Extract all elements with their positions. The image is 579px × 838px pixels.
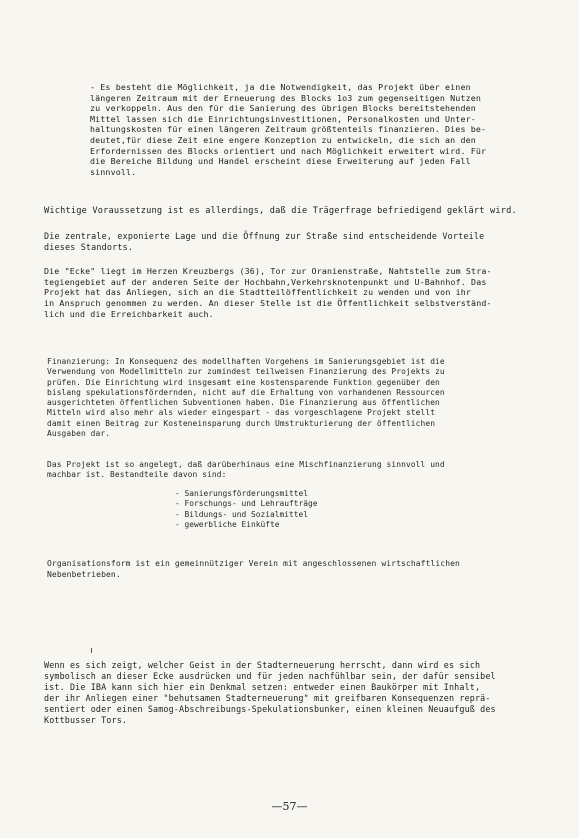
bullet-paragraph: - Es besteht die Möglichkeit, ja die Notwendigkeit, das Projekt über einen längeren Zeitraum mit der Erneuerung des Blocks 1o3 zum gegenseitigen Nutzen zu verkoppeln. Aus den für die Sanierung des übrigen Blocks bereitstehenden Mittel lassen sich die Einrichtungsinvestitionen, Personalkosten und Unter- haltungskosten für einen längeren Zeitraum größtenteils finanzieren. Dies be- deutet,für diese Zeit eine engere Konzeption zu entwickeln, die sich an den Erfordernissen des Blocks orientiert und nach Möglichkeit erweitert wird. Für die Bereiche Bildung und Handel erscheint diese Erweiterung auf jeden Fall sinnvoll.	[90, 82, 487, 177]
list-item: - Bildungs- und Sozialmittel	[175, 510, 318, 520]
list-item: - Forschungs- und Lehraufträge	[175, 499, 318, 509]
list-item: - gewerbliche Einküfte	[175, 520, 318, 530]
page-number: —57—	[271, 800, 308, 813]
paragraph-ecke: Die "Ecke" liegt im Herzen Kreuzbergs (36), Tor zur Oranienstraße, Nahtstelle zum Stra- tegiengebiet auf der anderen Seite der Hochbahn,Verkehrsknotenpunkt und U-Bahnhof. Das Projekt hat das Anliegen, sich an die Stadtteilöffentlichkeit zu wenden und von ihr in Anspruch genommen zu werden. An dieser Stelle ist die Öffentlichkeit selbstverständ- lich und die Erreichbarkeit auch.	[44, 266, 492, 319]
paragraph-organisationsform: Organisationsform ist ein gemeinnütziger Verein mit angeschlossenen wirtschaftlichen Nebenbetrieben.	[47, 559, 460, 579]
paragraph-standort: Die zentrale, exponierte Lage und die Öffnung zur Straße sind entscheidende Vorteile dieses Standorts.	[44, 231, 485, 252]
paragraph-mischfinanzierung: Das Projekt ist so angelegt, daß darüberhinaus eine Mischfinanzierung sinnvoll und machbar ist. Bestandteile davon sind:	[47, 460, 445, 480]
list-item: - Sanierungsförderungsmittel	[175, 489, 318, 499]
paragraph-stadterneuerung: Wenn es sich zeigt, welcher Geist in der Stadterneuerung herrscht, dann wird es sich symbolisch an dieser Ecke ausdrücken und für jeden nachfühlbar sein, der dafür sensibel ist. Die IBA kann sich hier ein Denkmal setzen: entweder einen Baukörper mit Inhalt, der ihr Anliegen einer "behutsamen Stadterneuerung" mit greifbaren Konsequenzen reprä- sentiert oder einen Samog-Abschreibungs-Spekulationsbunker, einen kleinen Neuaufguß des Kottbusser Tors.	[44, 660, 496, 725]
paragraph-finanzierung: Finanzierung: In Konsequenz des modellhaften Vorgehens im Sanierungsgebiet ist die Verwendung von Modellmitteln zur zumindest teilweisen Finanzierung des Projekts zu prüfen. Die Einrichtung wird insgesamt eine kostensparende Funktion gegenüber den bislang spekulationsfördernden, nicht auf die Erhaltung von vorhandenen Ressourcen ausgerichteten öffentlichen Subventionen haben. Die Finanzierung aus öffentlichen Mitteln wird also mehr als wieder eingespart - das vorgeschlagene Projekt stellt damit einen Beitrag zur Kosteneinsparung durch Umstrukturierung der öffentlichen Ausgaben dar.	[47, 357, 445, 439]
scan-mark	[91, 648, 92, 653]
funding-list	[175, 489, 318, 531]
paragraph-traegerfrage: Wichtige Voraussetzung ist es allerdings, daß die Trägerfrage befriedigend geklärt wird.	[44, 206, 517, 216]
